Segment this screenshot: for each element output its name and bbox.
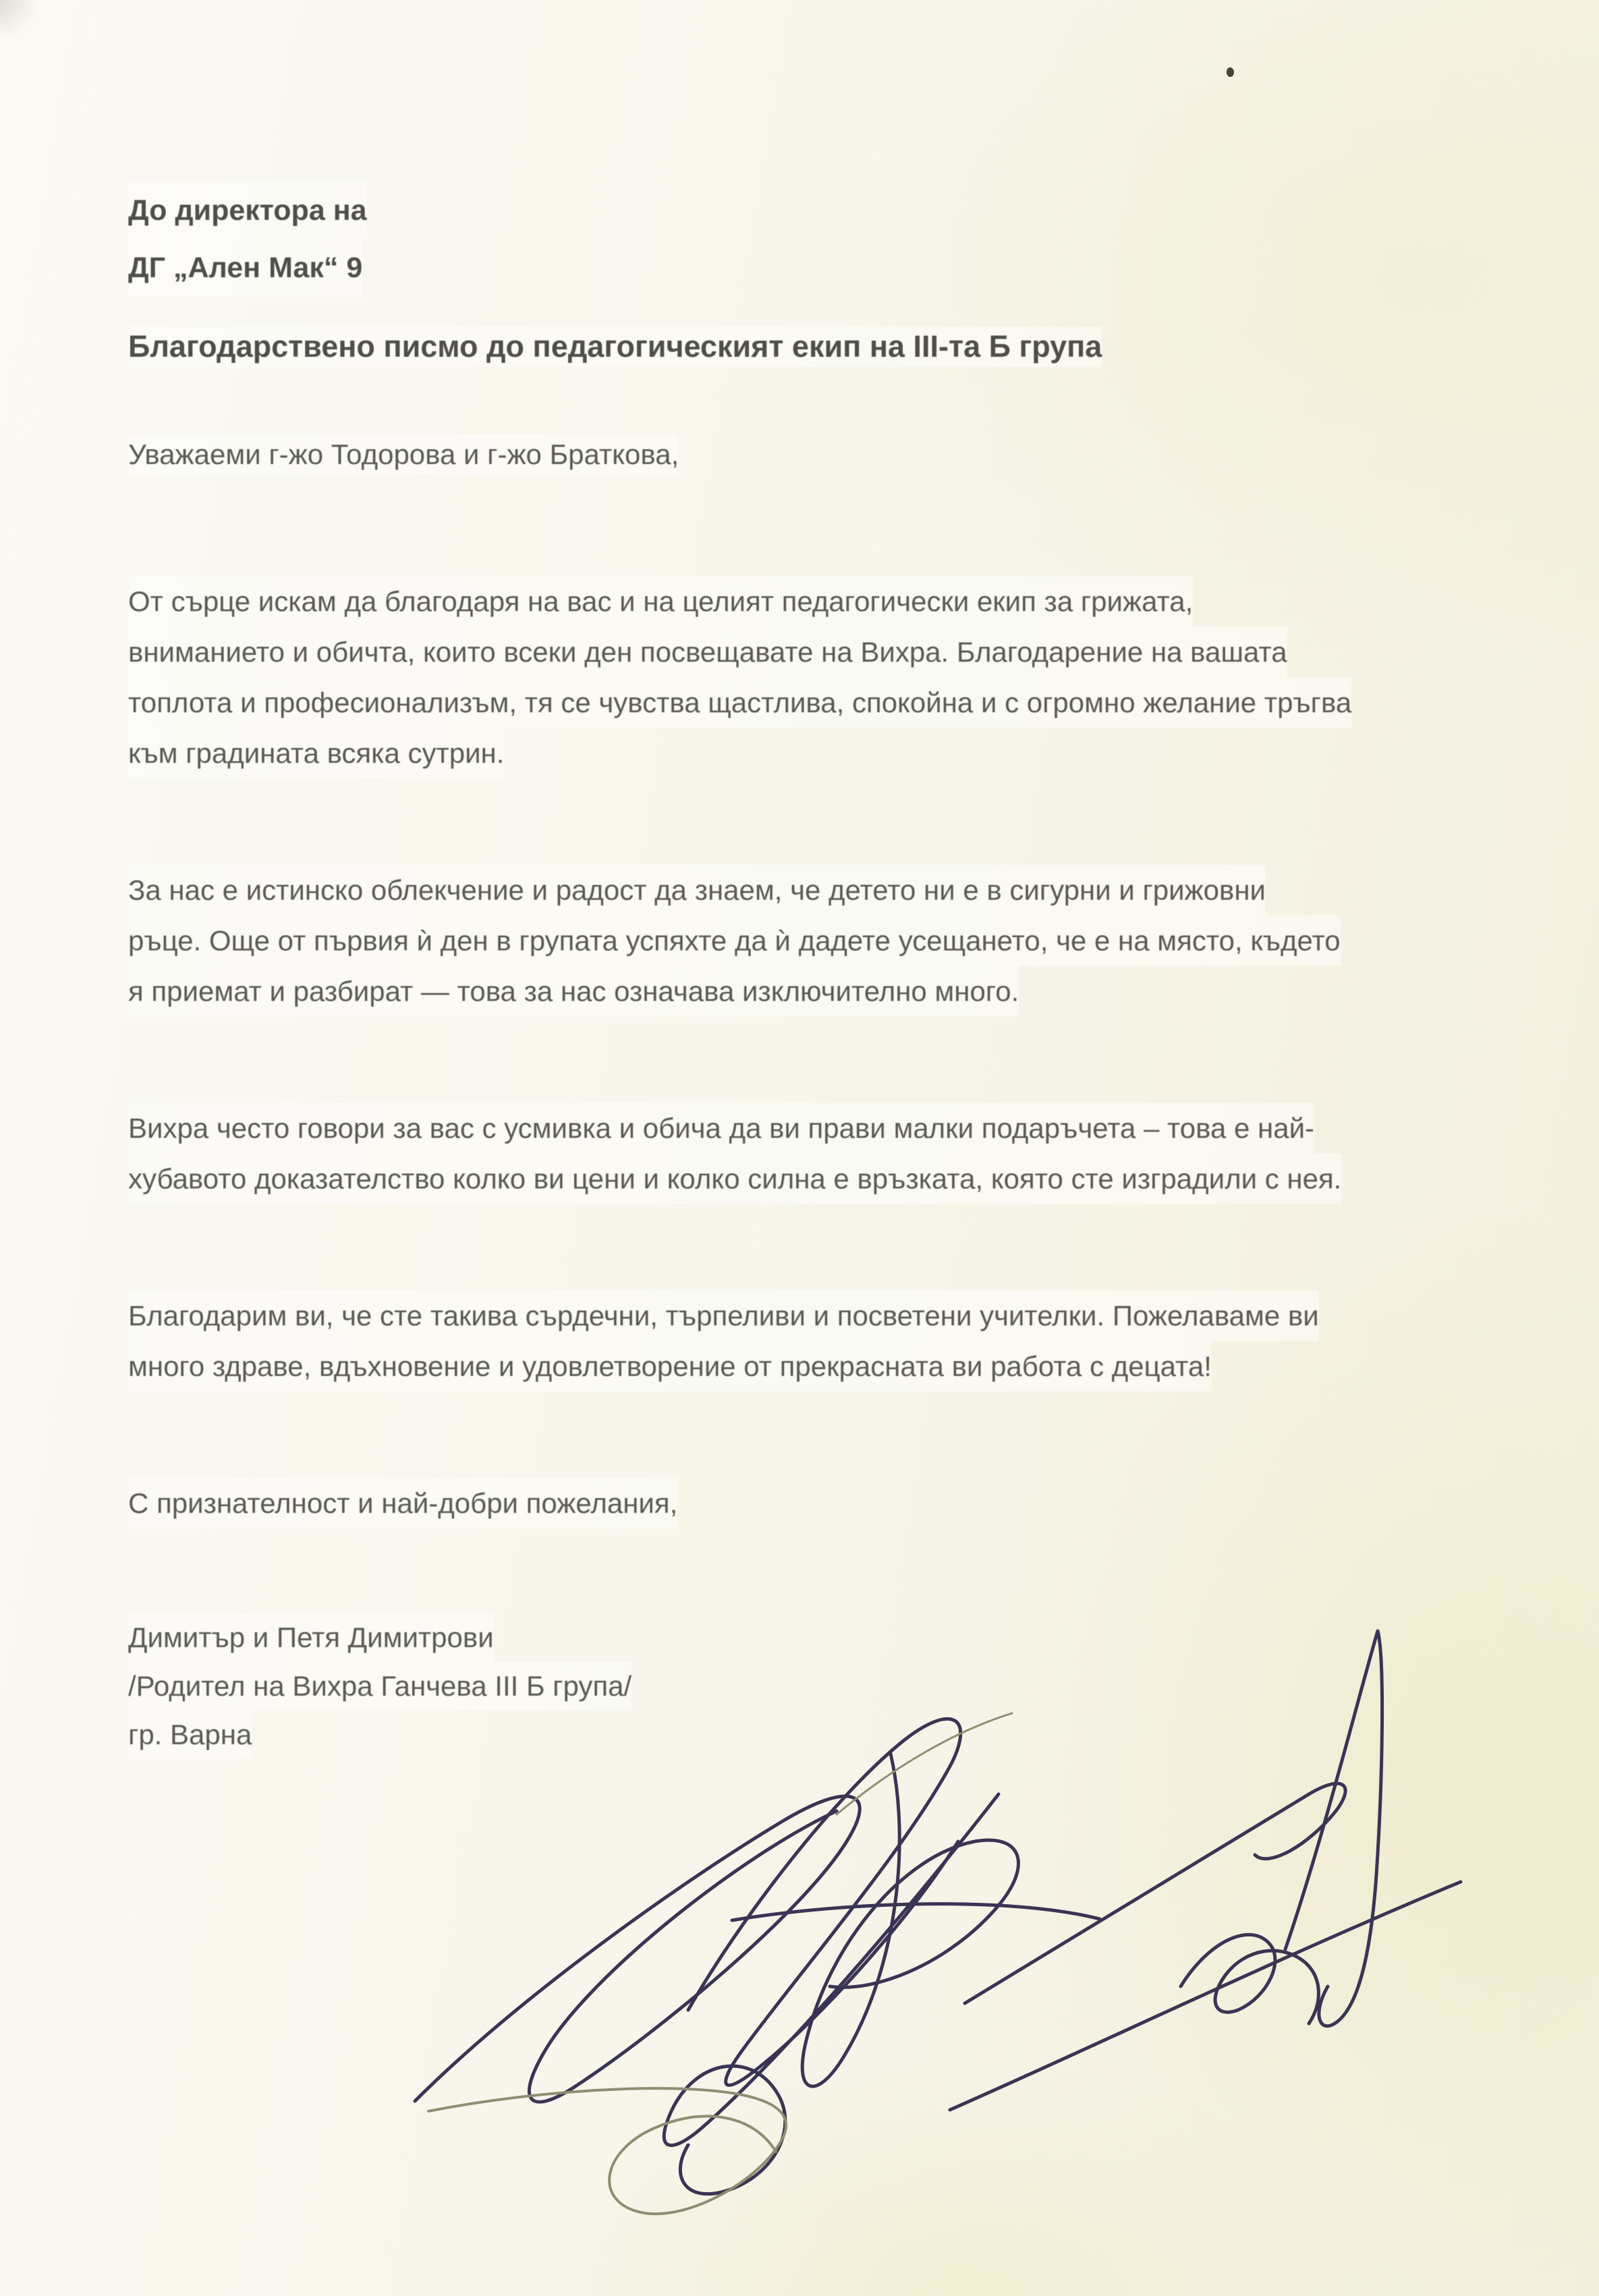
paragraph-line: към градината всяка сутрин. — [128, 728, 504, 778]
paragraph-1 — [128, 576, 1535, 778]
signature-stroke — [1181, 1934, 1318, 2024]
paragraph-line: За нас е истинско облекчение и радост да знаем, че детето ни е в сигурни и грижовни — [128, 865, 1266, 915]
signatory-names: Димитър и Петя Димитрови — [128, 1613, 494, 1662]
paragraph-line: Вихра често говори за вас с усмивка и обича да ви прави малки подаръчета – това е най- — [128, 1103, 1314, 1153]
paragraph-line: я приемат и разбират — това за нас означава изключително много. — [128, 966, 1019, 1016]
paragraph-3 — [128, 1103, 1535, 1204]
signatory-role: /Родител на Вихра Ганчева III Б група/ — [128, 1662, 632, 1711]
paragraph-line: ръце. Още от първия ѝ ден в групата успяхте да ѝ дадете усещането, че е на място, където — [128, 915, 1341, 966]
signature-stroke — [732, 1904, 1100, 1920]
recipient-block — [128, 182, 1535, 297]
salutation: Уважаеми г-жо Тодорова и г-жо Браткова, — [128, 434, 1535, 475]
paragraph-line: Благодарим ви, че сте такива сърдечни, търпеливи и посветени учителки. Пожелаваме ви — [128, 1290, 1319, 1341]
signature-stroke — [428, 2088, 786, 2214]
signature-stroke — [1285, 1631, 1382, 2026]
recipient-line-1: До директора на — [128, 182, 367, 239]
paragraph-2 — [128, 865, 1535, 1016]
paragraph-4 — [128, 1290, 1535, 1391]
paragraph-line: много здраве, вдъхновение и удовлетворение от прекрасната ви работа с децата! — [128, 1341, 1212, 1391]
recipient-line-2: ДГ „Ален Мак“ 9 — [128, 239, 362, 297]
handwritten-signature — [364, 1619, 1478, 2226]
paragraph-line: вниманието и обичта, които всеки ден посвещавате на Вихра. Благодарение на вашата — [128, 627, 1287, 677]
signature-stroke — [965, 1783, 1345, 2003]
scan-corner-shadow — [0, 0, 47, 47]
letter-content — [128, 0, 1535, 1759]
signatory-city: гр. Варна — [128, 1711, 252, 1759]
paragraph-line: От сърце искам да благодаря на вас и на целият педагогически екип за грижата, — [128, 576, 1193, 627]
signature-stroke — [688, 1719, 961, 2085]
paragraph-line: хубавото доказателство колко ви цени и колко силна е връзката, която сте изградили с нея. — [128, 1153, 1341, 1204]
signature-stroke — [950, 1882, 1461, 2110]
signature-stroke — [802, 1754, 1018, 2086]
letter-title: Благодарствено писмо до педагогическият екип на III-та Б група — [128, 326, 1535, 367]
paragraph-line: топлота и професионализъм, тя се чувства щастлива, спокойна и с огромно желание тръгва — [128, 677, 1351, 728]
signature-stroke — [415, 1796, 860, 2102]
closing-line: С признателност и най-добри пожелания, — [128, 1478, 1535, 1528]
